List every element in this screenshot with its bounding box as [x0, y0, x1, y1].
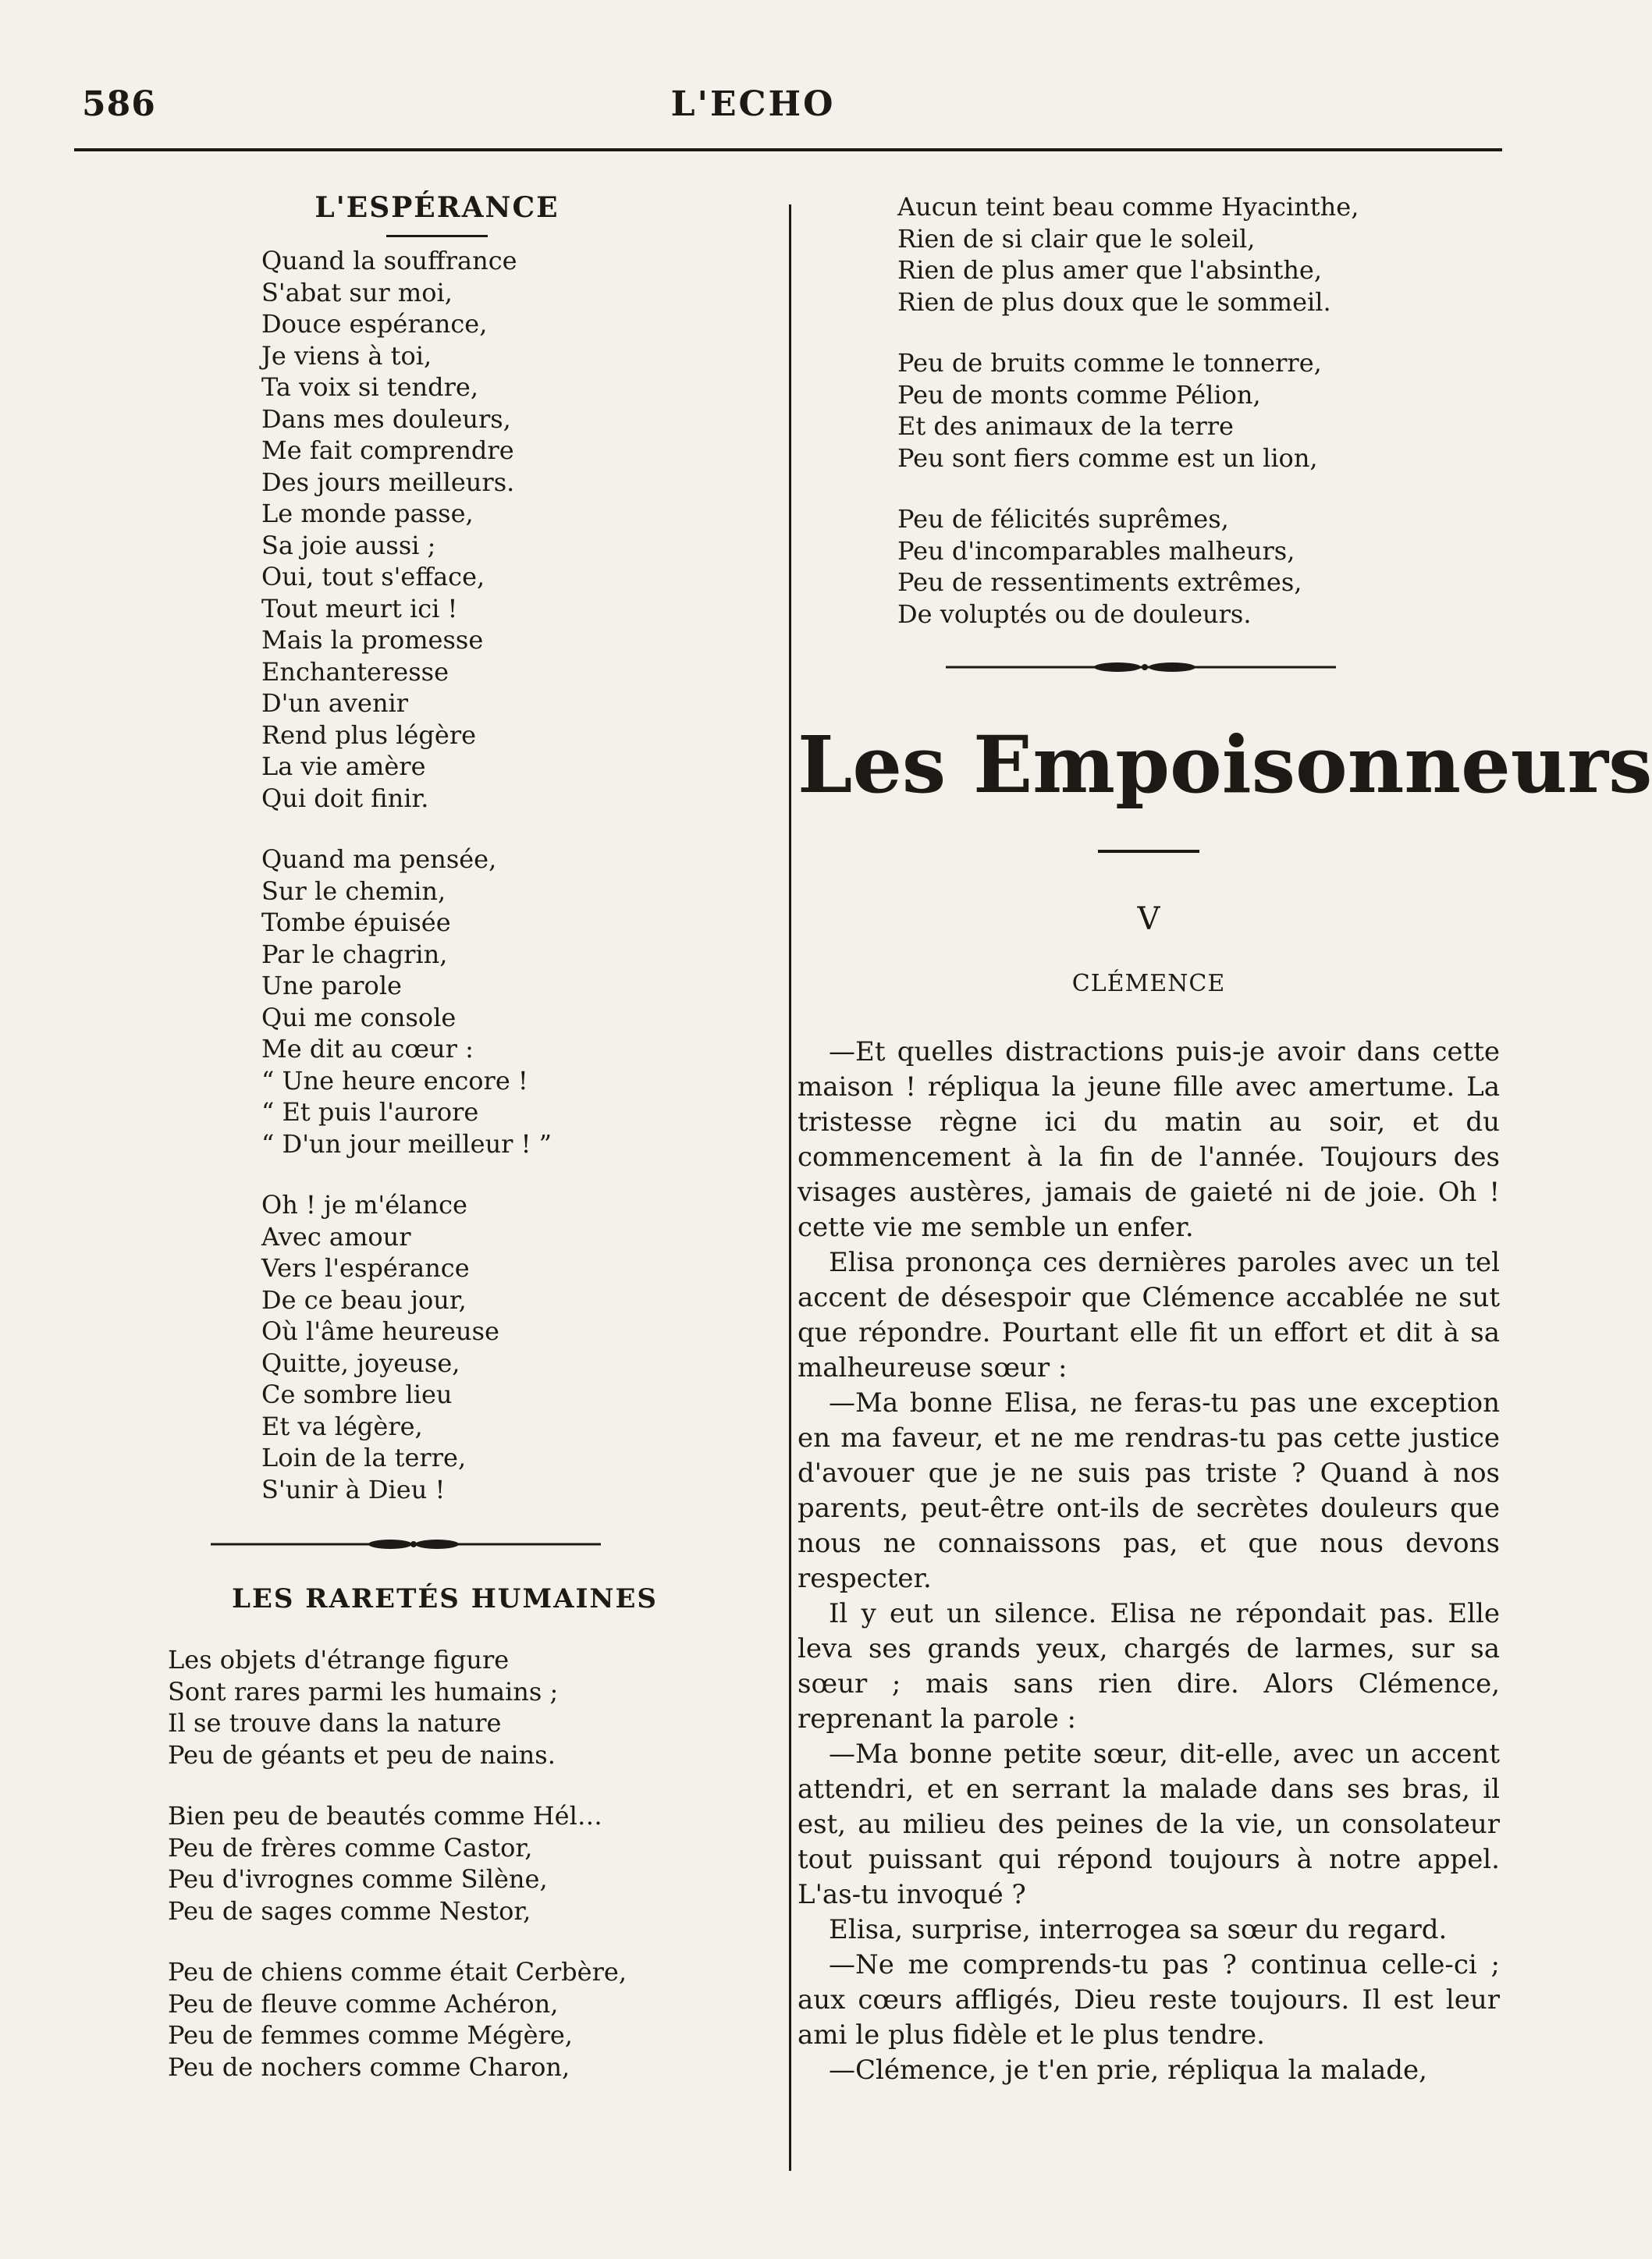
stanza — [261, 245, 718, 814]
verse-line: S'unir à Dieu ! — [261, 1474, 446, 1504]
title-rule — [386, 235, 488, 237]
verse-line: Bien peu de beautés comme Hél… — [168, 1801, 602, 1831]
verse-line: Il se trouve dans la nature — [168, 1708, 502, 1738]
feature-body — [798, 1035, 1500, 2088]
verse-line: Enchanteresse — [261, 656, 449, 687]
verse-line: Peu de femmes comme Mégère, — [168, 2020, 573, 2050]
poem-title-esperance: L'ESPÉRANCE — [314, 191, 560, 224]
left-column — [156, 191, 718, 2112]
verse-line: Peu de félicités suprêmes, — [897, 504, 1229, 534]
paragraph: —Et quelles distractions puis-je avoir dans cette maison ! répliqua la jeune fille avec amertume. La tristesse règne ici du matin au soir, et du commencement à la fin de l'année. Toujours des visages austères, jamais de gaieté ni de joie. Oh ! cette vie me semble un enfer. — [798, 1036, 1500, 1243]
verse-line: Tombe épuisée — [261, 908, 451, 937]
verse-line: Rien de si clair que le soleil, — [897, 223, 1256, 254]
feature-title: Les Empoisonneurs — [798, 719, 1652, 811]
verse-line: Ce sombre lieu — [261, 1380, 453, 1409]
verse-line: Sur le chemin, — [261, 876, 446, 906]
verse-line: Douce espérance, — [261, 309, 488, 339]
verse-line: Des jours meilleurs. — [261, 467, 515, 497]
verse-line: Sont rares parmi les humains ; — [168, 1676, 559, 1707]
verse-line: Ta voix si tendre, — [261, 372, 479, 402]
verse-line: Peu de sages comme Nestor, — [168, 1895, 531, 1926]
stanza — [168, 1644, 718, 1771]
verse-line: Quand la souffrance — [261, 246, 517, 275]
page-number: 586 — [82, 84, 156, 124]
verse-line: Me dit au cœur : — [261, 1034, 474, 1064]
verse-line: Aucun teint beau comme Hyacinthe, — [897, 192, 1359, 222]
verse-line: Peu de chiens comme était Cerbère, — [168, 1957, 627, 1987]
verse-line: Peu de monts comme Pélion, — [897, 379, 1261, 410]
stanza — [261, 844, 718, 1160]
verse-line: Mais la promesse — [261, 625, 484, 655]
verse-line: Et des animaux de la terre — [897, 411, 1234, 441]
verse-line: Oh ! je m'élance — [261, 1190, 467, 1220]
verse-line: Quand ma pensée, — [261, 844, 497, 874]
header-rule — [74, 148, 1502, 151]
paragraph: —Ma bonne Elisa, ne feras-tu pas une exception en ma faveur, et ne me rendras-tu pas cette justice d'avouer que je ne suis pas triste ? Quand à nos parents, peut-être ont-ils de secrètes douleurs que nous ne connaissons pas, et que nous devons respecter. — [798, 1387, 1500, 1594]
paragraph: —Clémence, je t'en prie, répliqua la malade, — [829, 2055, 1427, 2086]
stanza — [168, 1800, 718, 1927]
poem-raretes-humaines — [168, 1644, 718, 2083]
verse-line: Oui, tout s'efface, — [261, 562, 485, 591]
verse-line: Peu de nochers comme Charon, — [168, 2051, 570, 2082]
paragraph: —Ma bonne petite sœur, dit-elle, avec un accent attendri, et en serrant la malade dans ses bras, il est, au milieu des peines de la vie, un consolateur tout puissant qui répond toujours à notre appel. L'as-tu invoqué ? — [798, 1739, 1500, 1910]
ornamental-divider — [211, 1536, 601, 1552]
verse-line: Une parole — [261, 971, 402, 1000]
verse-line: Je viens à toi, — [261, 340, 432, 371]
verse-line: Peu sont fiers comme est un lion, — [897, 442, 1318, 473]
verse-line: Me fait comprendre — [261, 435, 514, 465]
verse-line: Loin de la terre, — [261, 1443, 467, 1472]
verse-line: Peu de ressentiments extrêmes, — [897, 567, 1302, 597]
verse-line: Qui me console — [261, 1002, 457, 1032]
verse-line: Qui doit finir. — [261, 783, 429, 813]
verse-line: Quitte, joyeuse, — [261, 1348, 460, 1378]
poem-esperance — [261, 245, 718, 1505]
verse-line: Rien de plus amer que l'absinthe, — [897, 255, 1323, 285]
verse-line: “ Une heure encore ! — [261, 1065, 528, 1096]
verse-line: S'abat sur moi, — [261, 277, 453, 307]
verse-line: Vers l'espérance — [261, 1253, 470, 1283]
verse-line: Peu de frères comme Castor, — [168, 1832, 533, 1863]
chapter-number: V — [1137, 901, 1160, 937]
verse-line: Et va légère, — [261, 1411, 423, 1441]
stanza — [168, 1956, 718, 2083]
stanza — [261, 1189, 718, 1505]
verse-line: Le monde passe, — [261, 499, 474, 528]
chapter-title: CLÉMENCE — [1071, 970, 1226, 997]
paragraph: —Ne me comprends-tu pas ? continua celle-ci ; aux cœurs affligés, Dieu reste toujours. Il est leur ami le plus fidèle et le plus tendre. — [798, 1949, 1500, 2051]
page-header — [74, 84, 1432, 131]
verse-line: Peu d'ivrognes comme Silène, — [168, 1864, 548, 1894]
stanza — [897, 347, 1500, 474]
journal-title: L'ECHO — [670, 84, 836, 124]
verse-line: Peu de géants et peu de nains. — [168, 1739, 556, 1770]
paragraph: Elisa, surprise, interrogea sa sœur du regard. — [829, 1914, 1448, 1945]
right-column — [798, 191, 1652, 2088]
ornamental-divider — [946, 659, 1336, 675]
verse-line: D'un avenir — [261, 688, 409, 718]
verse-line: Rend plus légère — [261, 719, 477, 750]
verse-line: “ D'un jour meilleur ! ” — [261, 1128, 552, 1159]
verse-line: De voluptés ou de douleurs. — [897, 598, 1252, 629]
verse-line: Peu de fleuve comme Achéron, — [168, 1988, 559, 2019]
verse-line: Où l'âme heureuse — [261, 1316, 499, 1346]
verse-line: Par le chagrin, — [261, 939, 448, 969]
stanza — [897, 191, 1500, 318]
verse-line: La vie amère — [261, 751, 426, 781]
verse-line: De ce beau jour, — [261, 1284, 467, 1315]
verse-line: Tout meurt ici ! — [261, 593, 458, 623]
verse-line: Peu de bruits comme le tonnerre, — [897, 348, 1322, 378]
poem-raretes-continued — [897, 191, 1500, 630]
verse-line: Les objets d'étrange figure — [168, 1645, 510, 1675]
verse-line: Rien de plus doux que le sommeil. — [897, 286, 1331, 317]
poem-title-raretes: LES RARETÉS HUMAINES — [232, 1583, 658, 1614]
column-divider — [789, 204, 791, 2171]
verse-line: Avec amour — [261, 1221, 411, 1252]
stanza — [897, 503, 1500, 630]
verse-line: Dans mes douleurs, — [261, 403, 511, 434]
verse-line: “ Et puis l'aurore — [261, 1097, 479, 1127]
paragraph: Elisa prononça ces dernières paroles avec un tel accent de désespoir que Clémence accablée ne sut que répondre. Pourtant elle fit un effort et dit à sa malheureuse sœur : — [798, 1247, 1500, 1383]
paragraph: Il y eut un silence. Elisa ne répondait pas. Elle leva ses grands yeux, chargés de larmes, sur sa sœur ; mais sans rien dire. Alors Clémence, reprenant la parole : — [798, 1598, 1500, 1735]
verse-line: Peu d'incomparables malheurs, — [897, 535, 1295, 566]
verse-line: Sa joie aussi ; — [261, 530, 436, 560]
feature-rule — [1098, 850, 1199, 853]
